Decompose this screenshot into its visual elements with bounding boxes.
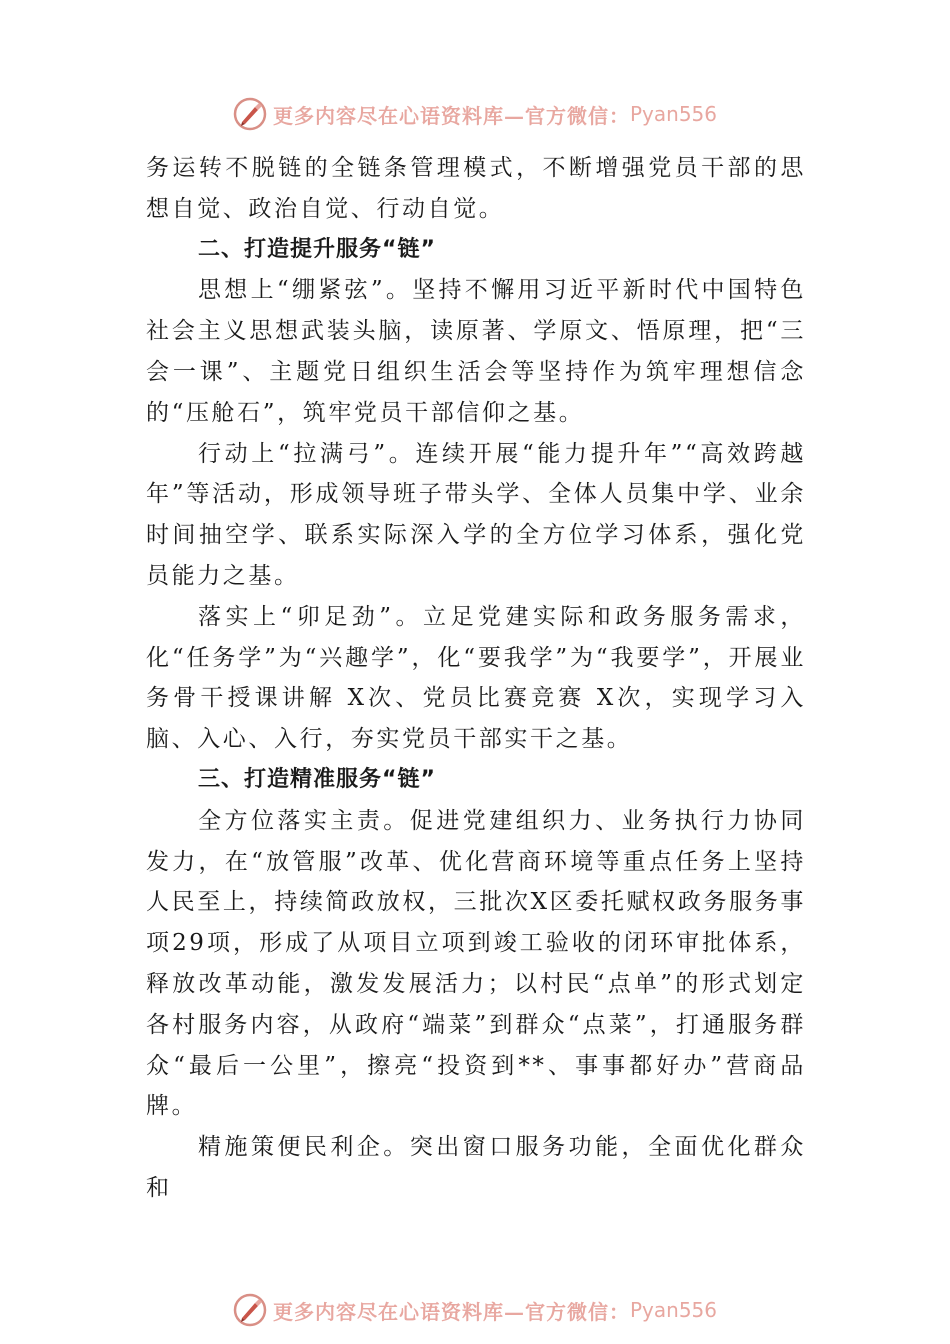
paragraph: 全方位落实主责。促进党建组织力、业务执行力协同发力，在“放管服”改革、优化营商环境等重点任务上坚持人民至上，持续简政放权，三批次X区委托赋权政务服务事项29项，形成了从项目立项到竣工验收的闭环审批体系，释放改革动能，激发发展活力；以村民“点单”的形式划定各村服务内容，从政府“端菜”到群众“点菜”，打通服务群众“最后一公里”，擦亮“投资到**、事事都好办”营商品牌。 bbox=[146, 807, 806, 1120]
wechat-id: Pyan556 bbox=[629, 102, 717, 126]
header-watermark bbox=[0, 94, 950, 134]
watermark-text: 更多内容尽在心语资料库—官方微信： bbox=[272, 1299, 630, 1324]
document-body bbox=[146, 148, 806, 1209]
paragraph: 落实上“卯足劲”。立足党建实际和政务服务需求，化“任务学”为“兴趣学”，化“要我学”为“我要学”，开展业务骨干授课讲解 X次、党员比赛竞赛 X次，实现学习入脑、入心、入行，夯实党员干部实干之基。 bbox=[146, 603, 806, 753]
footer-watermark bbox=[0, 1290, 950, 1330]
paragraph: 行动上“拉满弓”。连续开展“能力提升年”“高效跨越年”等活动，形成领导班子带头学、全体人员集中学、业余时间抽空学、联系实际深入学的全方位学习体系，强化党员能力之基。 bbox=[146, 440, 806, 589]
watermark-text: 更多内容尽在心语资料库—官方微信： bbox=[272, 103, 630, 128]
paragraph: 务运转不脱链的全链条管理模式，不断增强党员干部的思想自觉、政治自觉、行动自觉。 bbox=[146, 155, 806, 222]
section-heading: 三、打造精准服务“链” bbox=[198, 766, 436, 792]
pen-logo-icon bbox=[233, 97, 267, 131]
wechat-id: Pyan556 bbox=[629, 1298, 717, 1322]
pen-logo-icon bbox=[233, 1293, 267, 1327]
section-heading: 二、打造提升服务“链” bbox=[198, 236, 436, 262]
paragraph: 思想上“绷紧弦”。坚持不懈用习近平新时代中国特色社会主义思想武装头脑，读原著、学原文、悟原理，把“三会一课”、主题党日组织生活会等坚持作为筑牢理想信念的“压舱石”，筑牢党员干部信仰之基。 bbox=[146, 277, 806, 426]
paragraph: 精施策便民利企。突出窗口服务功能，全面优化群众和 bbox=[146, 1134, 806, 1201]
